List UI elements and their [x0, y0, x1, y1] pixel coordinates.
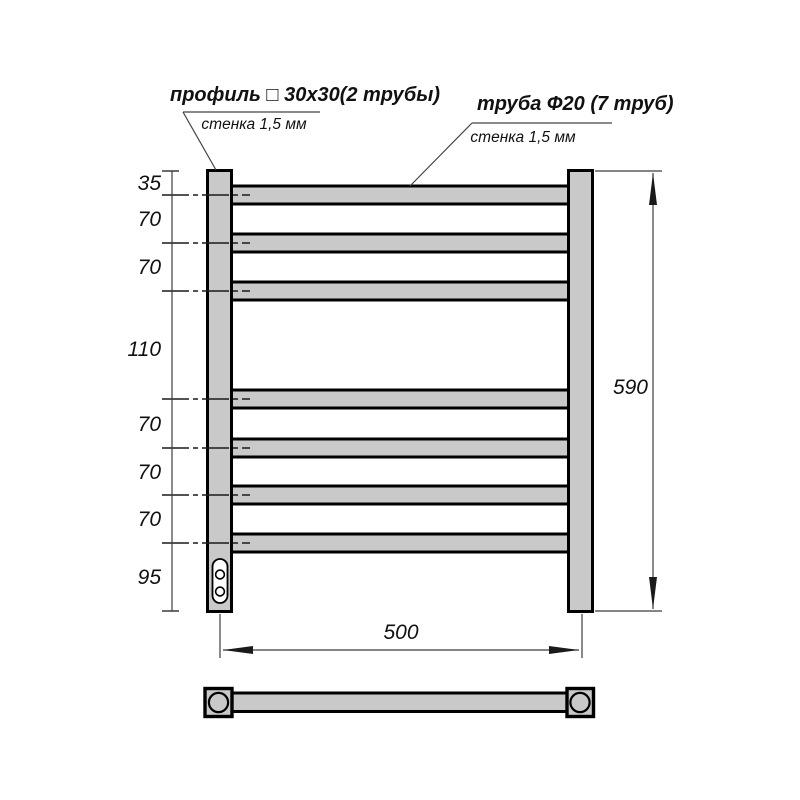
arrow-left-icon [223, 646, 253, 654]
plan-right-tube-circle [570, 693, 589, 712]
profile-title: профиль □ 30x30(2 трубы) [170, 84, 440, 106]
tube-leader-line [410, 123, 472, 186]
dim-70-3: 70 [137, 413, 161, 436]
right-post [569, 171, 593, 612]
right-dimension-590 [595, 171, 662, 611]
terminal-hole-top [216, 570, 225, 579]
rung-2 [232, 234, 569, 252]
dim-95: 95 [137, 566, 161, 589]
bottom-dimension-500 [220, 614, 582, 658]
plan-left-tube-circle [209, 693, 228, 712]
arrow-right-icon [549, 646, 579, 654]
dim-70-5: 70 [137, 508, 161, 531]
terminal-hole-bottom [216, 587, 225, 596]
top-view [205, 689, 594, 717]
rung-6 [232, 486, 569, 504]
dim-500: 500 [383, 621, 419, 644]
arrow-down-icon [649, 577, 657, 609]
rung-1 [232, 186, 569, 204]
dim-70-2: 70 [137, 256, 161, 279]
arrow-up-icon [649, 173, 657, 205]
rung-7 [232, 534, 569, 552]
dim-70-4: 70 [137, 461, 161, 484]
tube-title: труба Ф20 (7 труб) [477, 93, 674, 115]
rung-5 [232, 439, 569, 457]
dim-35: 35 [137, 172, 161, 195]
dim-110: 110 [127, 338, 161, 361]
callout-tube [410, 93, 674, 186]
profile-wall-label: стенка 1,5 мм [201, 116, 307, 133]
left-post [208, 171, 232, 612]
callout-profile [170, 84, 440, 170]
tube-wall-label: стенка 1,5 мм [470, 129, 576, 146]
dim-70-1: 70 [137, 208, 161, 231]
dim-590: 590 [612, 376, 648, 399]
rung-3 [232, 282, 569, 300]
rung-4 [232, 390, 569, 408]
rungs [232, 186, 569, 552]
plan-crossbar [231, 693, 569, 712]
terminal-block [213, 559, 228, 603]
left-dimension-chain [128, 171, 179, 611]
front-view [162, 171, 593, 612]
